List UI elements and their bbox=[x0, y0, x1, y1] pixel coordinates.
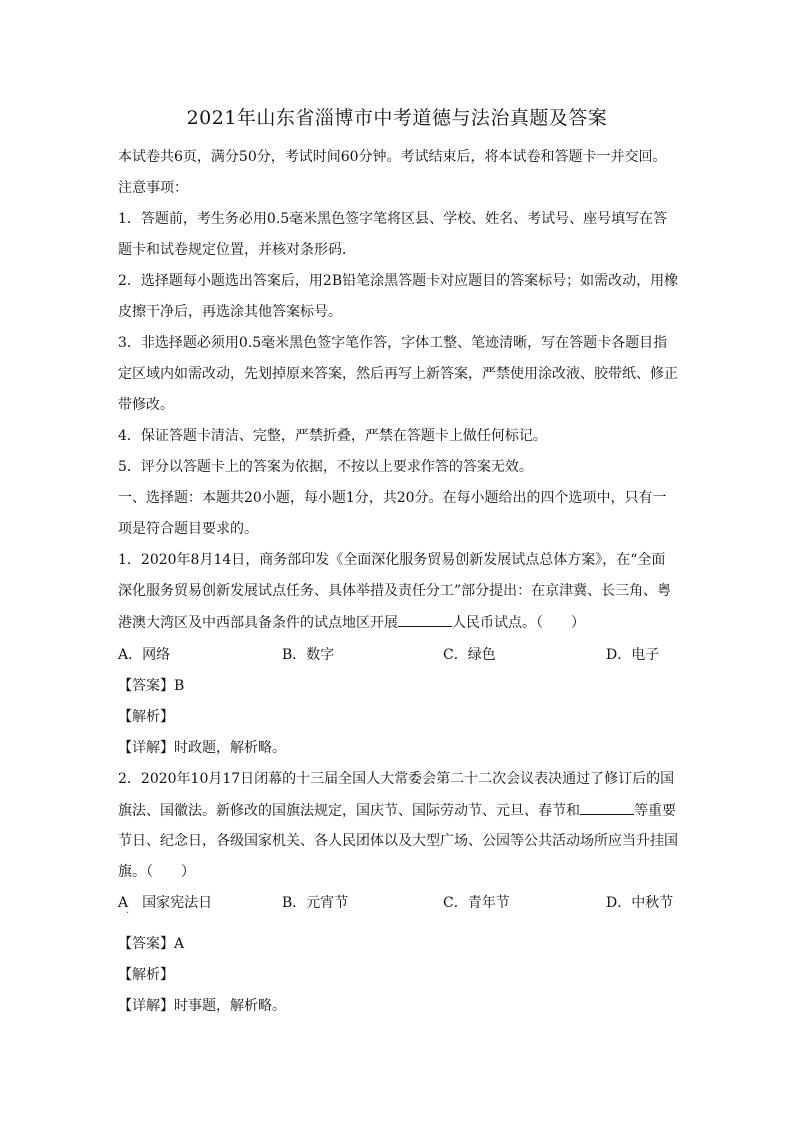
question-2-line-1: 2．2020年10月17日闭幕的十三届全国人大常委会第二十二次会议表决通过了修订后的国 bbox=[118, 771, 675, 787]
question-1-option-c: C．绿色 bbox=[443, 647, 496, 663]
notice-1-line-2: 题卡和试卷规定位置，并核对条形码． bbox=[118, 242, 356, 258]
section-heading-line-1: 一、选择题：本题共20小题，每小题1分，共20分。在每小题给出的四个选项中，只有一 bbox=[118, 490, 667, 506]
question-1-detail: 【详解】时政题，解析略。 bbox=[118, 740, 286, 756]
question-2-option-a: A 国家宪法日 bbox=[118, 895, 213, 911]
question-2-option-d: D．中秋节 bbox=[606, 895, 674, 911]
document-title: 2021年山东省淄博市中考道德与法治真题及答案 bbox=[186, 107, 608, 129]
notice-2-line-2: 皮擦干净后，再选涂其他答案标号。 bbox=[118, 304, 342, 320]
question-2-text-after-blank: 等重要 bbox=[634, 803, 676, 819]
question-1-text-after-blank: 人民币试点。（ ） bbox=[452, 615, 585, 631]
question-1-line-2: 深化服务贸易创新发展试点任务、具体举措及责任分工”部分提出：在京津冀、长三角、粤 bbox=[118, 583, 672, 599]
question-2-line-3: 节日、纪念日，各级国家机关、各人民团体以及大型广场、公园等公共活动场所应当升挂国 bbox=[118, 833, 678, 849]
question-2-analysis: 【解析】 bbox=[118, 967, 174, 983]
answer-blank bbox=[398, 612, 452, 627]
question-2-line-4: 旗。（ ） bbox=[118, 864, 195, 880]
notice-3-line-3: 带修改。 bbox=[118, 397, 174, 413]
question-2-answer: 【答案】A bbox=[118, 936, 185, 952]
section-heading-line-2: 项是符合题目要求的。 bbox=[118, 521, 258, 537]
intro-text: 本试卷共6页，满分50分，考试时间60分钟。考试结束后，将本试卷和答题卡一并交回。 bbox=[118, 149, 667, 165]
question-1-line-1: 1．2020年8月14日，商务部印发《全面深化服务贸易创新发展试点总体方案》，在“全面 bbox=[118, 552, 666, 568]
question-1-option-a: A．网络 bbox=[118, 647, 171, 663]
question-1-answer: 【答案】B bbox=[118, 678, 185, 694]
question-1-analysis: 【解析】 bbox=[118, 709, 174, 725]
question-1-option-b: B．数字 bbox=[282, 647, 335, 663]
notice-4: 4．保证答题卡清洁、完整，严禁折叠，严禁在答题卡上做任何标记。 bbox=[118, 428, 547, 444]
stray-dot: · bbox=[126, 908, 130, 919]
question-2-line-2 bbox=[118, 800, 688, 821]
question-1-text-before-blank: 港澳大湾区及中西部具备条件的试点地区开展 bbox=[118, 615, 398, 631]
notice-2-line-1: 2．选择题每小题选出答案后，用2B铅笔涂黑答题卡对应题目的答案标号；如需改动，用橡 bbox=[118, 273, 679, 289]
question-2-option-c: C．青年节 bbox=[443, 895, 510, 911]
question-2-option-b: B．元宵节 bbox=[282, 895, 349, 911]
notice-3-line-1: 3．非选择题必须用0.5毫米黑色签字笔作答，字体工整、笔迹清晰，写在答题卡各题目指 bbox=[118, 335, 668, 351]
notice-heading: 注意事项： bbox=[118, 180, 188, 196]
notice-3-line-2: 定区域内如需改动，先划掉原来答案，然后再写上新答案，严禁使用涂改液、胶带纸、修正 bbox=[118, 366, 678, 382]
question-2-detail: 【详解】时事题，解析略。 bbox=[118, 998, 286, 1014]
answer-blank bbox=[580, 800, 634, 815]
notice-5: 5．评分以答题卡上的答案为依据，不按以上要求作答的答案无效。 bbox=[118, 459, 533, 475]
notice-1-line-1: 1．答题前，考生务必用0.5毫米黑色签字笔将区县、学校、姓名、考试号、座号填写在答 bbox=[118, 211, 668, 227]
question-1-line-3 bbox=[118, 612, 688, 633]
question-1-option-d: D．电子 bbox=[606, 647, 660, 663]
question-2-text-before-blank: 旗法、国徽法。新修改的国旗法规定，国庆节、国际劳动节、元旦、春节和 bbox=[118, 803, 580, 819]
